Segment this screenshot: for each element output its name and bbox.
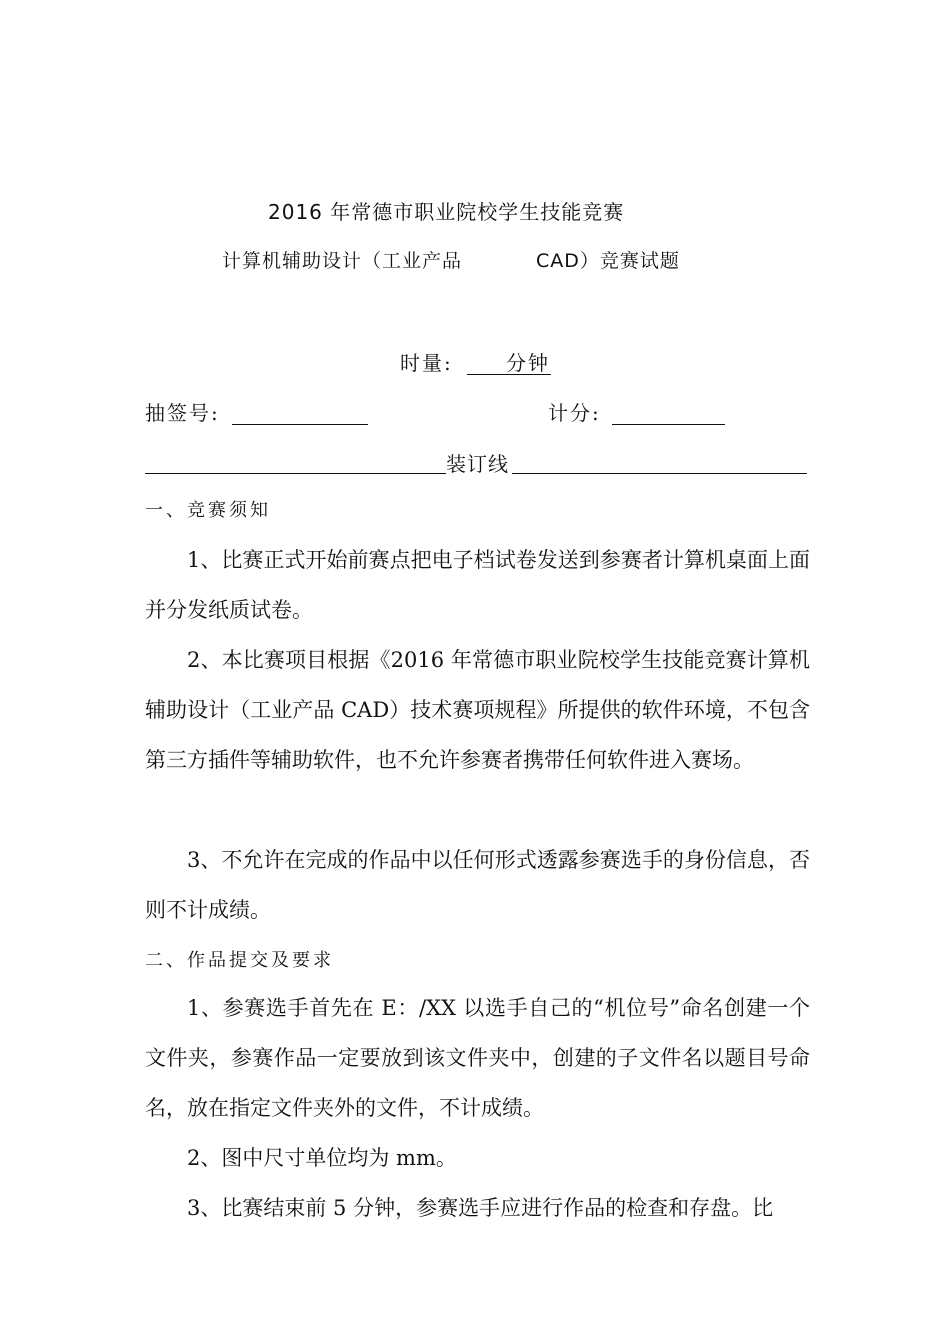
submission-paragraph-3: 3、比赛结束前 5 分钟，参赛选手应进行作品的检查和存盘。比	[187, 1196, 774, 1220]
notice-paragraph-1: 1、比赛正式开始前赛点把电子档试卷发送到参赛者计算机桌面上面并分发纸质试卷。	[145, 548, 810, 622]
section-heading-submission: 二、作品提交及要求	[145, 950, 334, 971]
notice-paragraph-3: 3、不允许在完成的作品中以任何形式透露参赛选手的身份信息，否则不计成绩。	[145, 848, 810, 922]
section-heading-notice: 一、竞赛须知	[145, 500, 271, 521]
time-unit: 分钟	[506, 351, 550, 375]
lot-number-label: 抽签号:	[145, 401, 220, 425]
lot-number-underline	[232, 424, 368, 425]
binding-line-left	[145, 473, 446, 474]
score-label: 计分:	[548, 401, 601, 425]
binding-line-label: 装订线	[446, 452, 509, 476]
binding-line-right	[512, 473, 807, 474]
time-underline	[467, 374, 551, 375]
score-underline	[612, 424, 725, 425]
notice-paragraph-2: 2、本比赛项目根据《2016 年常德市职业院校学生技能竞赛计算机辅助设计（工业产品 CAD）技术赛项规程》所提供的软件环境，不包含第三方插件等辅助软件，也不允许参赛者携带任何软件进入赛场。	[145, 648, 810, 772]
submission-paragraph-2: 2、图中尺寸单位均为 mm。	[187, 1146, 457, 1170]
submission-paragraph-1: 1、参赛选手首先在 E：/XX 以选手自己的“机位号”命名创建一个文件夹，参赛作品一定要放到该文件夹中，创建的子文件名以题目号命名，放在指定文件夹外的文件，不计成绩。	[145, 996, 810, 1120]
title-line-2-left: 计算机辅助设计（工业产品	[222, 250, 463, 272]
title-line-2-right: CAD）竞赛试题	[536, 250, 680, 272]
title-line-1: 2016 年常德市职业院校学生技能竞赛	[268, 200, 625, 224]
time-label: 时量:	[400, 351, 453, 375]
